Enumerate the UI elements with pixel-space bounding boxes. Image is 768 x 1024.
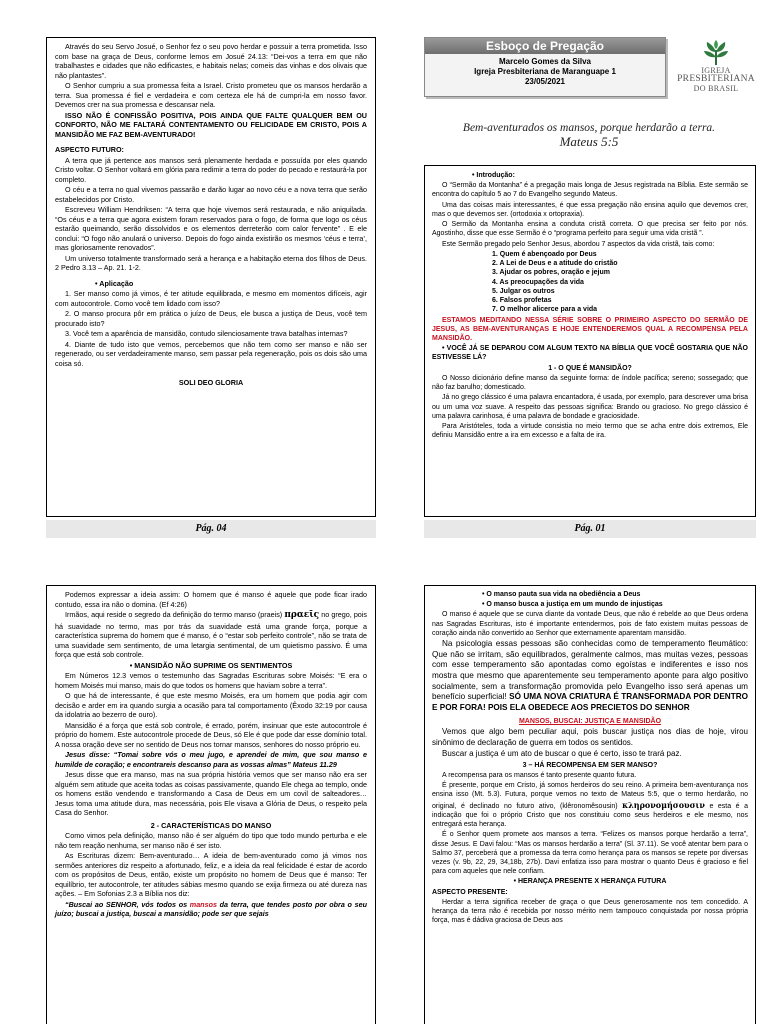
theme-reference: Mateus 5:5 — [559, 134, 619, 149]
aspect-item: 6. Falsos profetas — [492, 297, 552, 305]
p03-paragraph-6 — [432, 781, 748, 829]
header-title: Esboço de Pregação — [425, 38, 665, 54]
p04-paragraph-5: O céu e a terra no qual vivemos passarão e darão lugar ao novo céu e a nova terra que serão estabelecidos por Cristo. — [55, 185, 367, 204]
p02-paragraph-5: Mansidão é a força que está sob controle, é errado, porém, insinuar que este autocontrole é próprio do homem. Este autocontrole procede de Deus, só Ele é que pode dar esse domínio total. A nossa oração deve ser no sentido de Deus nos tornar mansos, senhores do nosso próprio eu. — [55, 720, 367, 749]
p03-paragraph-2 — [432, 639, 748, 714]
p03-heading-present: ASPECTO PRESENTE: — [432, 888, 508, 896]
p01-heading-intro-text: Introdução: — [476, 172, 515, 179]
p02-paragraph-10-red: mansos — [189, 899, 217, 909]
logo-line-1: IGREJA — [701, 66, 731, 75]
p02-paragraph-6: Jesus disse: “Tomai sobre vós o meu jugo, e aprendei de mim, que sou manso e humilde de coração; e encontrareis descanso para as vossas almas” Mateus 11.29 — [55, 750, 367, 769]
p04-heading-future: ASPECTO FUTURO: — [55, 145, 124, 154]
p01-paragraph-8: Já no grego clássico é uma palavra encantadora, é usada, por exemplo, para descrever uma brisa ou um uma voz suave. A respeito das pessoas significa: Brando ou gracioso. No grego clássico é uma palavra carinhosa, é uma palavra de bondade e graciosidade. — [432, 394, 748, 420]
p02-paragraph-9: As Escrituras dizem: Bem-aventurado… A ideia de bem-aventurado como já vimos nos sermões anteriores diz respeito a afortunado, feliz, e a ideia da real felicidade é estar de acordo com os propósitos de Deus, então, existe um propósito no homem de Deus que é manso: Ter equilíbrio, ter autocontrole, ter atitudes sábias mesmo quando se exija firmeza ou até dureza nas ações. – Em Sofonias 2.3 a Bíblia nos diz: — [55, 851, 367, 899]
p04-application-1: 1. Ser manso como já vimos, é ter atitude equilibrada, e mesmo em momentos difíceis, agir com autocontrole. Como você tem lidado com isso? — [55, 289, 367, 308]
aspect-item: 2. A Lei de Deus e a atitude do cristão — [492, 260, 618, 268]
page-03 — [424, 585, 756, 1024]
aspect-item: 3. Ajudar os pobres, oração e jejum — [492, 269, 610, 277]
aspect-item: 4. As preocupações da vida — [492, 278, 584, 286]
p04-application-4: 4. Diante de tudo isto que vemos, percebemos que não tem como ser manso e não ser regenerado, ou ser verdadeiramente manso, sem passar pela regeneração, pois os dois são uma coisa só. — [55, 339, 367, 368]
p03-heading-heranca-text: HERANÇA PRESENTE X HERANÇA FUTURA — [517, 878, 667, 886]
p02-heading-2: 2 - CARACTERÍSTICAS DO MANSO — [150, 820, 272, 830]
p02-heading-mansidao: • MANSIDÃO NÃO SUPRIME OS SENTIMENTOS — [129, 660, 293, 670]
p04-heading-application-text: Aplicação — [99, 278, 134, 288]
p03-bullet-1-text: O manso pauta sua vida na obediência a Deus — [486, 591, 641, 598]
p01-paragraph-9: Para Aristóteles, toda a virtude consistia no meio termo que se acha entre dois extremos, Ele definiu Mansidão entre a ira em excesso e a falta de ira. — [432, 423, 748, 440]
p01-heading-intro: • Introdução: — [472, 172, 515, 179]
church-logo — [676, 40, 756, 94]
p02-paragraph-4: O que há de interessante, é que este mesmo Moisés, era um homem que podia agir com decisão e arder em ira quando surgia a ocasião para tal comportamento (Êxodo 32:19 por causa da idolatria ao bezerro de ouro). — [55, 691, 367, 720]
p03-bullet-1: • O manso pauta sua vida na obediência a Deus — [482, 591, 641, 598]
p03-heading-heranca: • HERANÇA PRESENTE X HERANÇA FUTURA — [513, 878, 667, 886]
p02-heading-mansidao-text: MANSIDÃO NÃO SUPRIME OS SENTIMENTOS — [134, 660, 293, 670]
p04-paragraph-7: Um universo totalmente transformado será a herança e a habitação eterna dos filhos de Deus. 2 Pedro 3.13 – Ap. 21. 1-2. — [55, 253, 367, 272]
p04-heading-application: • Aplicação — [95, 278, 134, 288]
p03-paragraph-1: O manso é aquele que se curva diante da vontade Deus, que não é rebelde ao que Deus ordena nas Sagradas Escrituras, isto é importante entendermos, pois de fato existem muitas pessoas de coração ainda não convertido ao Senhor que externamente aparentam mansidão. — [432, 611, 748, 637]
p03-paragraph-6a: É presente, porque em Cristo, já somos herdeiros do seu reino. A primeira bem-aventurança nos ensina isso (Mt. 5.3). Futura, porque vemos no texto de Mateus 5:5, que o termo herdarão, no original, é declinado no futuro ativo, (klêronomêsousin) — [432, 782, 748, 810]
p03-paragraph-7: É o Senhor quem promete aos mansos a terra. “Felizes os mansos porque herdarão a terra”, disse Jesus. E Davi falou: “Mas os mansos herdarão a terra” (Sl. 37.11). Se você atentar bem para o Salmo 37, perceberá que a promessa da terra como herança para os mansos se repete por diversas vezes (v. 9b, 22, 29, 34,18b, 27b). Davi enfatiza isso para mostrar o quanto Deus é gracioso e fiel para com aqueles que nele confiam. — [432, 831, 748, 876]
p03-paragraph-4: Buscar a justiça é um ato de buscar o que é certo, isso te trará paz. — [442, 749, 682, 759]
p04-application-2: 2. O manso procura pôr em prática o juízo de Deus, ele busca a justiça de Deus, você tem procurado isto? — [55, 309, 367, 328]
p01-paragraph-5: ESTAMOS MEDITANDO NESSA SÉRIE SOBRE O PRIMEIRO ASPECTO DO SERMÃO DE JESUS, AS BEM-AVENTURANÇAS E HOJE ENTENDEREMOS QUAL A RECOMPENSA PELA MANSIDÃO. — [432, 316, 748, 342]
header-church: Igreja Presbiteriana de Maranguape 1 — [474, 67, 616, 76]
p01-paragraph-4: Este Sermão pregado pelo Senhor Jesus, abordou 7 aspectos da vida cristã, tais como: — [442, 240, 715, 248]
p04-paragraph-2: O Senhor cumpriu a sua promessa feita a Israel. Cristo prometeu que os mansos herdarão a terra. Sua promessa é fiel e verdadeira e com certeza ele há de cumpri-la em nosso favor. Devemos crer na sua promessa e descansar nela. — [55, 81, 367, 109]
p03-paragraph-2-text: Na psicologia essas pessoas são conhecidas como de temperamento fleumático: Que não se irritam, são equilibrados, geralmente calmos, mas muitas vezes, pessoas com esse temperamento são apontadas como egoístas e indiferentes e isso nos mostra que mesmo que aparentemente seu temperamento aponte para algo positivo socialmente, sem a transformação promovida pelo Evangelho isso será apenas um benefício superficial! — [432, 639, 748, 702]
p04-paragraph-1: Através do seu Servo Josué, o Senhor fez o seu povo herdar e possuir a terra prometida. Isso com base na graça de Deus, conforme lemos em Josué 24.13: “Dei-vos a terra em que não trabalhastes e cidades que não edificastes, e habitais nelas; comeis das vinhas e dos olivais que não plantastes”. — [55, 42, 367, 80]
sermon-header — [424, 37, 666, 97]
p02-paragraph-8: Como vimos pela definição, manso não é ser alguém do tipo que todo mundo perturba e ele não tem reação nenhuma, ser manso não é ser isto. — [55, 831, 367, 850]
p01-paragraph-2: Uma das coisas mais interessantes, é que essa pregação não ensina aquilo que devemos crer, mas o que devemos ser. (ortodoxia x ortopraxia). — [432, 201, 748, 218]
p04-paragraph-3: ISSO NÃO É CONFISSÃO POSITIVA, POIS AINDA QUE FALTE QUALQUER BEM OU CONFORTO, NÃO ME FALTARÁ CONTENTAMENTO OU FELICIDADE EM CRISTO, POIS A MANSIDÃO ME FAZ BEM-AVENTURADO! — [55, 110, 367, 139]
theme-text: Bem-aventurados os mansos, porque herdarão a terra. — [462, 122, 716, 134]
p04-paragraph-4: A terra que já pertence aos mansos será plenamente herdada e possuída por eles quando Cristo voltar. O Senhor voltará em glória para redimir a terra do poder do pecado e restaurá-la por completo. — [55, 155, 367, 184]
p01-aspects-list — [432, 250, 748, 315]
sermon-theme — [424, 122, 754, 148]
p02-paragraph-7: Jesus disse que era manso, mas na sua própria história vemos que ser manso não era ser alguém sem atitude que aceita todas as coisas passivamente, quando Ele chega ao templo, onde os homens estão vendendo e transformando a Casa de Deus em um covil de salteadores… Jesus toma uma atitude dura, mas necessária, pois Ele visava a Glória de Deus, o respeito pela Casa do Senhor. — [55, 770, 367, 818]
page-01 — [424, 165, 756, 517]
aspect-item: 5. Julgar os outros — [492, 287, 555, 295]
p02-paragraph-1: Podemos expressar a ideia assim: O homem que é manso é aquele que pode ficar irado contudo, essa ira não o domina. (Ef 4:26) — [55, 590, 367, 609]
p01-footer: Pág. 01 — [424, 520, 756, 538]
p03-paragraph-2-bold: SÓ UMA NOVA CRIATURA É TRANSFORMADA POR DENTRO E POR FORA! POIS ELA OBEDECE AOS PRECIETOS DO SENHOR — [432, 692, 749, 713]
p02-paragraph-2a: Irmãos, aqui reside o segredo da definição do termo manso (praeis) — [65, 610, 283, 619]
p01-paragraph-7: O Nosso dicionário define manso da seguinte forma: de índole pacífica; sereno; sossegado; que não faz barulho; domesticado. — [432, 374, 748, 392]
p04-closing: SOLI DEO GLORIA — [178, 378, 244, 387]
page-02 — [46, 585, 376, 1024]
p03-paragraph-3: Vemos que algo bem peculiar aqui, pois buscar justiça nos dias de hoje, virou sinônimo de declaração de guerra em todos os sentidos. — [432, 727, 748, 747]
p03-greek-word: κληρονομήσουσιν — [622, 799, 705, 810]
p03-paragraph-8: Herdar a terra significa receber de graça o que Deus generosamente nos tem concedido. A herança da terra não é recebida por nosso mérito nem tampouco conquistada por nossa própria força, mas é dádiva graciosa de Deus aos — [432, 898, 748, 925]
logo-line-2: PRESBITERIANA — [677, 74, 755, 84]
p01-paragraph-1: O “Sermão da Montanha” é a pregação mais longa de Jesus registrada na Bíblia. Este sermão se encontra do capítulo 5 ao 7 do Evangelho segundo Mateus. — [432, 182, 748, 199]
p03-heading-red: MANSOS, BUSCAI: JUSTIÇA E MANSIDÃO — [518, 717, 662, 725]
p01-heading-1: 1 - O QUE É MANSIDÃO? — [548, 364, 632, 372]
p03-bullet-2: • O manso busca a justiça em um mundo de injustiças — [482, 601, 663, 609]
aspect-item: 1. Quem é abençoado por Deus — [492, 250, 597, 258]
p03-paragraph-5: A recompensa para os mansos é tanto presente quanto futura. — [442, 771, 637, 779]
p03-bullet-2-text: O manso busca a justiça em um mundo de injustiças — [486, 601, 663, 609]
header-author: Marcelo Gomes da Silva — [498, 57, 592, 66]
p04-footer: Pág. 04 — [46, 520, 376, 538]
p03-paragraph-6b: e esta é a indicação que foi o próprio Cristo que nos constituiu como seus herdeiros e ele mesmo, nos entregará esta herança. — [432, 802, 748, 829]
p02-paragraph-10b: da terra, que tendes posto por obra o seu juízo; buscai a justiça, buscai a mansidão; pode ser que sejais — [55, 899, 368, 919]
p01-paragraph-6: • VOCÊ JÁ SE DEPAROU COM ALGUM TEXTO NA BÍBLIA QUE VOCÊ GOSTARIA QUE NÃO ESTIVESSE LÁ? — [432, 345, 748, 362]
p04-application-3: 3. Você tem a aparência de mansidão, contudo silenciosamente trava batalhas internas? — [65, 329, 348, 338]
header-date: 23/05/2021 — [524, 77, 566, 86]
aspect-item: 7. O melhor alicerce para a vida — [492, 306, 598, 314]
p02-paragraph-2 — [55, 610, 367, 660]
p02-paragraph-3: Em Números 12.3 vemos o testemunho das Sagradas Escrituras sobre Moisés: “E era o homem Moisés mui manso, mais do que todos os homens que haviam sobre a terra”. — [55, 671, 367, 690]
p02-paragraph-10a: “Buscai ao SENHOR, vós todos os — [65, 899, 188, 909]
logo-line-3: DO BRASIL — [693, 84, 739, 93]
p02-paragraph-10 — [55, 900, 367, 919]
page-04 — [46, 37, 376, 517]
p02-greek-word: πραεῖς — [284, 610, 320, 620]
bush-icon — [701, 40, 731, 66]
p04-paragraph-6: Escreveu William Hendriksen: “A terra que hoje vivemos será restaurada, e não aniquilada. “Os céus e a terra que agora existem foram reservados para o fogo, de forma que logo os céus estarão queimando, serão dissolvidos e os elementos derreterão com calor fervente” . E ele conclui: “O fogo não anulará o universo. Depois do fogo ainda existirão os mesmos ‘céus e terra’, mas gloriosamente renovados”. — [55, 205, 367, 252]
p01-paragraph-3: O Sermão da Montanha ensina a conduta cristã correta. O que precisa ser feito por nós. Agostinho, disse que esse Sermão é o “programa perfeito para seguir uma vida cristã ”. — [432, 221, 748, 238]
p03-heading-3: 3 – HÁ RECOMPENSA EM SER MANSO? — [522, 761, 658, 769]
p02-paragraph-2b: no grego, pois há suavidade no termo, mas por trás da suavidade está uma grande força, porque a característica suprema do homem que é manso, é o “estar sob perfeito controle”, não se trata de uma suavidade sem sentimento, de uma letargia sentimental, de um quietismo passivo. É uma força que está sob controle. — [55, 610, 368, 660]
